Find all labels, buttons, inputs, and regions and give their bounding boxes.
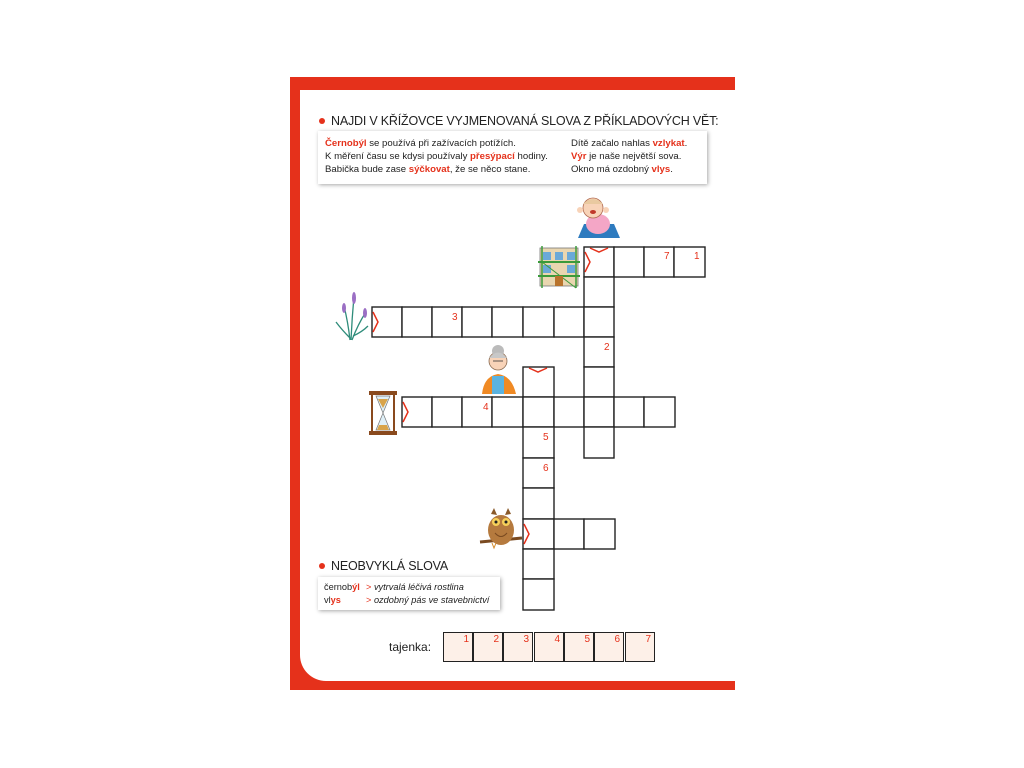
grid-number: 2	[604, 342, 610, 353]
glossary-definition: > vytrvalá léčivá rostlina	[366, 582, 464, 592]
heading-bullet	[319, 563, 325, 569]
grid-number: 5	[543, 432, 549, 443]
grid-cell[interactable]	[492, 307, 523, 337]
grid-cell[interactable]	[523, 579, 554, 610]
grid-cell[interactable]	[584, 277, 614, 307]
glossary-word: vlys	[324, 595, 341, 605]
grid-cell[interactable]	[523, 488, 554, 519]
grid-cell[interactable]	[614, 247, 644, 277]
grid-cell[interactable]	[523, 458, 554, 488]
grid-cell[interactable]	[523, 519, 554, 549]
grid-cell[interactable]	[584, 307, 614, 337]
sentence-6: Okno má ozdobný vlys.	[571, 164, 673, 175]
grid-cell[interactable]	[554, 307, 584, 337]
scaffold-building-icon	[538, 246, 580, 288]
grid-number: 6	[543, 463, 549, 474]
sentence-2: K měření času se kdysi používaly přesýpací hodiny.	[325, 151, 548, 162]
grid-cell[interactable]	[523, 307, 554, 337]
grid-cell[interactable]	[644, 397, 675, 427]
grid-number: 4	[483, 402, 489, 413]
tajenka-cell[interactable]: 4	[534, 632, 564, 662]
glossary-box	[318, 577, 500, 610]
tajenka-cell[interactable]: 2	[473, 632, 503, 662]
sentence-5: Výr je naše největší sova.	[571, 151, 682, 162]
grid-number: 3	[452, 312, 458, 323]
grid-number: 7	[664, 251, 670, 262]
tajenka-label: tajenka:	[389, 640, 432, 654]
grid-cell[interactable]	[523, 397, 554, 427]
sentence-1: Černobýl se používá při zažívacích potížích.	[325, 138, 516, 149]
glossary-heading: NEOBVYKLÁ SLOVA	[331, 559, 448, 573]
sentence-3: Babička bude zase sýčkovat, že se něco stane.	[325, 164, 531, 175]
grid-number: 1	[694, 251, 700, 262]
grid-cell[interactable]	[554, 519, 584, 549]
grid-cell[interactable]	[584, 397, 614, 427]
grid-cell[interactable]	[674, 247, 705, 277]
sentence-4: Dítě začalo nahlas vzlykat.	[571, 138, 688, 149]
grid-cell[interactable]	[584, 519, 615, 549]
tajenka-cell[interactable]: 7	[625, 632, 655, 662]
grid-cell[interactable]	[523, 549, 554, 579]
tajenka-cell[interactable]: 1	[443, 632, 473, 662]
hourglass-icon	[369, 391, 397, 435]
grid-cell[interactable]	[432, 397, 462, 427]
grid-cell[interactable]	[614, 397, 644, 427]
grid-cell[interactable]	[462, 307, 492, 337]
lavender-plant-icon	[336, 292, 368, 340]
grid-cell[interactable]	[492, 397, 523, 427]
grid-cell[interactable]	[554, 397, 584, 427]
grid-cell[interactable]	[402, 397, 432, 427]
tajenka-cell[interactable]: 6	[594, 632, 624, 662]
glossary-definition: > ozdobný pás ve stavebnictví	[366, 595, 490, 605]
grid-cell[interactable]	[402, 307, 432, 337]
tajenka-cell[interactable]: 3	[503, 632, 533, 662]
owl-icon	[480, 508, 522, 548]
tajenka-cell[interactable]: 5	[564, 632, 594, 662]
grid-cell[interactable]	[523, 427, 554, 458]
grid-cell[interactable]	[584, 427, 614, 458]
task-heading: NAJDI V KŘÍŽOVCE VYJMENOVANÁ SLOVA Z PŘÍKLADOVÝCH VĚT:	[331, 114, 719, 128]
grid-cell[interactable]	[372, 307, 402, 337]
glossary-word: černobýl	[324, 582, 360, 592]
baby-crying-icon	[577, 198, 620, 238]
grandmother-icon	[482, 345, 516, 394]
grid-cell[interactable]	[584, 367, 614, 397]
